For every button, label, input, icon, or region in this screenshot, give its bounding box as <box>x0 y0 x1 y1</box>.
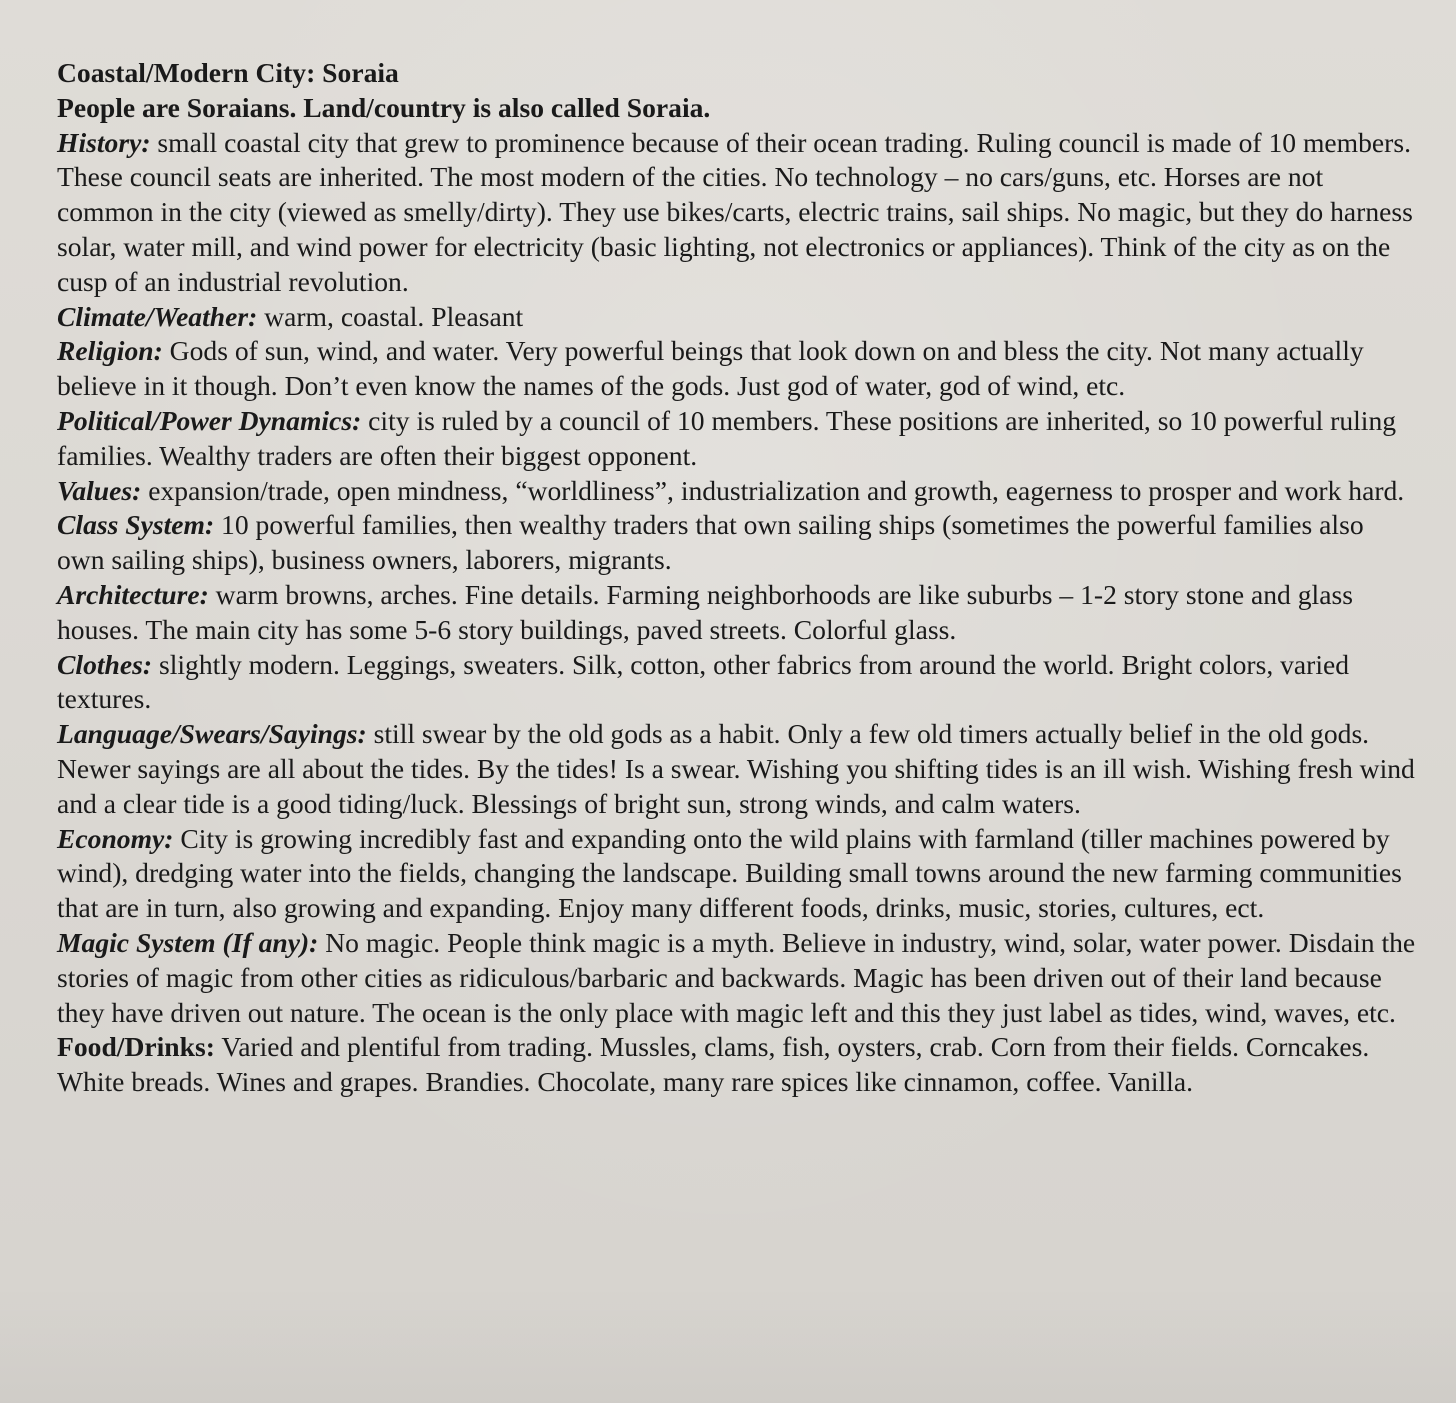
section-label: Food/Drinks: <box>57 1031 215 1063</box>
document-subtitle: People are Soraians. Land/country is also called Soraia. <box>57 91 711 123</box>
section-text: slightly modern. Leggings, sweaters. Silk, cotton, other fabrics from around the world. Bright colors, varied textures. <box>57 648 1350 715</box>
section-political <box>57 404 1416 474</box>
section-label: Religion: <box>57 335 163 367</box>
section-values <box>57 474 1416 509</box>
section-label: Economy: <box>57 822 174 854</box>
section-climate <box>57 300 1416 335</box>
section-label: Political/Power Dynamics: <box>57 404 362 436</box>
section-language <box>57 717 1416 821</box>
section-religion <box>57 334 1416 404</box>
section-text: Varied and plentiful from trading. Mussles, clams, fish, oysters, crab. Corn from their fields. Corncakes. White breads. Wines and grapes. Brandies. Chocolate, many rare spices like cinnamon, coffee. Vanilla. <box>57 1031 1370 1098</box>
paper-shadow <box>0 1283 1456 1403</box>
section-label: Values: <box>57 474 142 506</box>
section-label: Magic System (If any): <box>57 926 319 958</box>
section-magic-system <box>57 926 1416 1030</box>
section-text: warm browns, arches. Fine details. Farming neighborhoods are like suburbs – 1-2 story stone and glass houses. The main city has some 5-6 story buildings, paved streets. Colorful glass. <box>57 578 1353 645</box>
section-label: History: <box>57 126 151 158</box>
section-text: No magic. People think magic is a myth. Believe in industry, wind, solar, water power. Disdain the stories of magic from other cities as ridiculous/barbaric and backwards. Magic has been driven out of their land because they have driven out nature. The ocean is the only place with magic left and this they just label as tides, wind, waves, etc. <box>57 926 1416 1028</box>
section-food-drinks <box>57 1030 1416 1100</box>
section-clothes <box>57 648 1416 718</box>
section-text: still swear by the old gods as a habit. Only a few old timers actually belief in the old gods. Newer sayings are all about the tides. By the tides! Is a swear. Wishing you shifting tides is an ill wish. Wishing fresh wind and a clear tide is a good tiding/luck. Blessings of bright sun, strong winds, and calm waters. <box>57 718 1415 819</box>
document-body <box>57 56 1416 1100</box>
section-label: Clothes: <box>57 648 153 680</box>
section-class-system <box>57 508 1416 578</box>
section-economy <box>57 822 1416 926</box>
section-architecture <box>57 578 1416 648</box>
section-label: Climate/Weather: <box>57 300 258 332</box>
section-history <box>57 126 1416 300</box>
section-text: small coastal city that grew to prominence because of their ocean trading. Ruling council is made of 10 members. These council seats are inherited. The most modern of the cities. No technology – no cars/guns, etc. Horses are not common in the city (viewed as smelly/dirty). They use bikes/carts, electric trains, sail ships. No magic, but they do harness solar, water mill, and wind power for electricity (basic lighting, not electronics or appliances). Think of the city as on the cusp of an industrial revolution. <box>57 126 1413 297</box>
section-label: Architecture: <box>57 578 209 610</box>
section-text: 10 powerful families, then wealthy traders that own sailing ships (sometimes the powerful families also own sailing ships), business owners, laborers, migrants. <box>57 509 1364 576</box>
section-text: warm, coastal. Pleasant <box>257 300 524 332</box>
document-title: Coastal/Modern City: Soraia <box>57 57 399 88</box>
section-text: expansion/trade, open mindness, “worldliness”, industrialization and growth, eagerness to prosper and work hard. <box>141 474 1405 506</box>
section-text: city is ruled by a council of 10 members. These positions are inherited, so 10 powerful ruling families. Wealthy traders are often their biggest opponent. <box>57 404 1397 471</box>
section-label: Class System: <box>57 509 215 541</box>
section-text: Gods of sun, wind, and water. Very powerful beings that look down on and bless the city. Not many actually believe in it though. Don’t even know the names of the gods. Just god of water, god of wind, etc. <box>57 335 1364 402</box>
section-text: City is growing incredibly fast and expanding onto the wild plains with farmland (tiller machines powered by wind), dredging water into the fields, changing the landscape. Building small towns around the new farming communities that are in turn, also growing and expanding. Enjoy many different foods, drinks, music, stories, cultures, ect. <box>57 822 1402 924</box>
section-label: Language/Swears/Sayings: <box>57 718 367 750</box>
